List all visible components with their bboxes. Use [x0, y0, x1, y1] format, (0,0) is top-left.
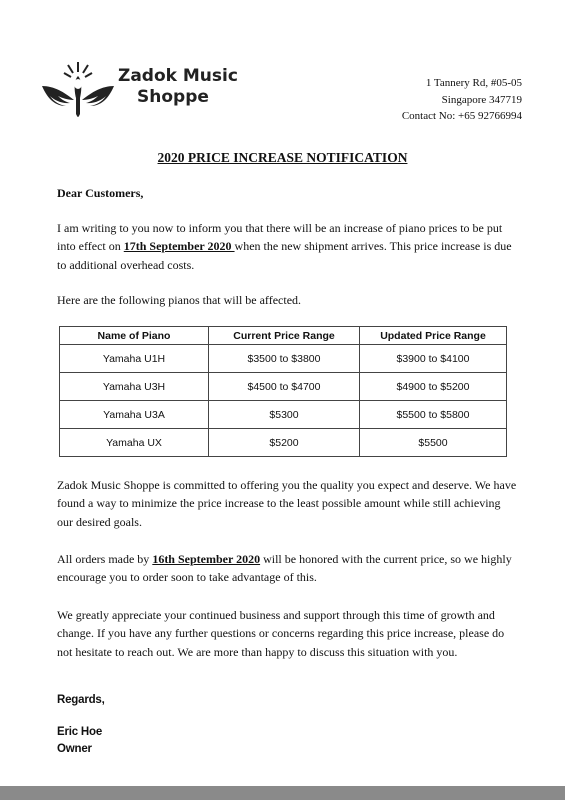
- effective-date: 17th September 2020: [123, 239, 235, 254]
- current-price: $5200: [209, 429, 360, 457]
- orders-paragraph: [57, 550, 517, 587]
- current-price: $5300: [209, 401, 360, 429]
- intro-paragraph: [57, 219, 517, 274]
- table-row: [60, 429, 507, 457]
- regards: Regards,: [57, 694, 105, 706]
- updated-price: $3900 to $4100: [360, 345, 507, 373]
- current-price: $4500 to $4700: [209, 373, 360, 401]
- table-row: [60, 373, 507, 401]
- address-block: [402, 75, 522, 125]
- address-line-1: 1 Tannery Rd, #05-05: [425, 77, 522, 89]
- brand-line-2: Shoppe: [137, 87, 209, 107]
- commitment-paragraph: Zadok Music Shoppe is committed to offering you the quality you expect and deserve. We have found a way to minimize the price increase to the least possible amount while still achieving our desired goals.: [57, 478, 517, 529]
- orders-text-before: All orders made by: [57, 552, 153, 566]
- piano-name: Yamaha UX: [60, 429, 209, 457]
- closing-paragraph: We greatly appreciate your continued business and support through this time of growth and change. If you have any further questions or concerns regarding this price increase, please do not hesitate to reach out. We are more than happy to discuss this situation with you.: [57, 608, 505, 659]
- signer-name: Eric Hoe: [57, 726, 103, 738]
- header-updated-price: Updated Price Range: [360, 327, 507, 345]
- brand-line-1: Zadok Music: [118, 66, 238, 86]
- table-row: [60, 401, 507, 429]
- piano-name: Yamaha U1H: [60, 345, 209, 373]
- document-title: 2020 PRICE INCREASE NOTIFICATION: [157, 150, 408, 165]
- address-line-2: Singapore 347719: [441, 93, 522, 106]
- updated-price: $5500: [360, 429, 507, 457]
- price-table: [59, 326, 507, 457]
- current-price: $3500 to $3800: [209, 345, 360, 373]
- piano-name: Yamaha U3H: [60, 373, 209, 401]
- brand-name: [118, 66, 238, 108]
- signer-role: Owner: [57, 743, 92, 755]
- piano-name: Yamaha U3A: [60, 401, 209, 429]
- header-piano-name: Name of Piano: [60, 327, 209, 345]
- updated-price: $5500 to $5800: [360, 401, 507, 429]
- intro-text-before: I am writing to you now to inform you that there will be an increase of piano prices to be put into effect on: [57, 221, 503, 254]
- orders-text-after: will be honored with the current price, so we highly encourage you to order soon to take advantage of this.: [57, 552, 512, 585]
- contact-number: Contact No: +65 92766994: [401, 110, 522, 122]
- intro-text-after: when the new shipment arrives. This price increase is due to additional overhead costs.: [57, 239, 512, 272]
- table-row: [60, 345, 507, 373]
- table-intro: Here are the following pianos that will be affected.: [57, 293, 302, 307]
- header-current-price: Current Price Range: [209, 327, 360, 345]
- zadok-logo-icon: [40, 56, 116, 122]
- updated-price: $4900 to $5200: [360, 373, 507, 401]
- order-deadline: 16th September 2020: [152, 552, 261, 566]
- salutation: Dear Customers,: [57, 186, 144, 200]
- footer-bar: [0, 786, 565, 800]
- table-header-row: [60, 327, 507, 345]
